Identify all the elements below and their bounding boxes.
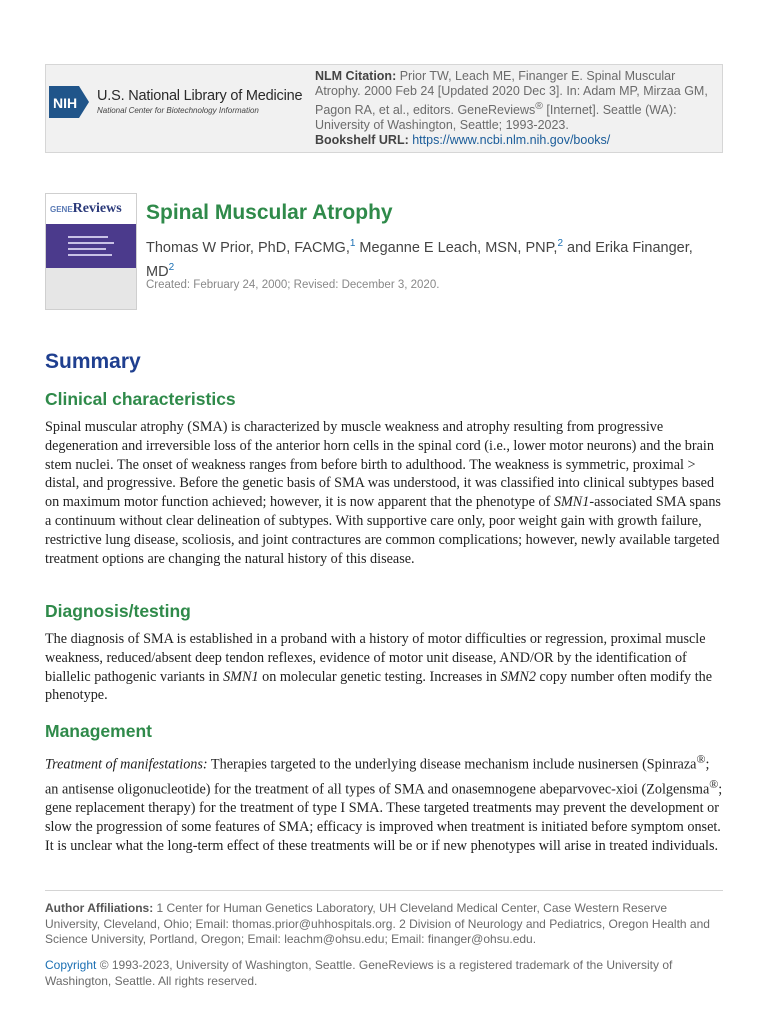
copyright-notice (45, 958, 723, 989)
summary-heading: Summary (45, 350, 141, 373)
gene-smn2: SMN2 (500, 668, 536, 685)
cover-band (46, 224, 136, 268)
citation-reg: ® (535, 101, 543, 112)
copyright-link[interactable]: Copyright (45, 958, 97, 972)
citation-body-2: [Internet]. Seattle (WA): University of Washington, Seattle; 1993-2023. (315, 103, 677, 133)
bookshelf-label: Bookshelf URL: (315, 133, 409, 148)
author-2: Meganne E Leach, MSN, PNP, (355, 239, 558, 256)
cover-gene-text: GENE (50, 204, 73, 214)
citation-box (45, 64, 723, 153)
citation-body-1: Prior TW, Leach ME, Finanger E. Spinal Muscular Atrophy. 2000 Feb 24 [Updated 2020 Dec 3]. In: Adam MP, Mirzaa GM, Pagon RA, et al., editors. GeneReviews (315, 69, 708, 118)
clinical-paragraph: Spinal muscular atrophy (SMA) is characterized by muscle weakness and atrophy resulting from progressive degeneration and irreversible loss of the anterior horn cells in the spinal cord (i.e., lower motor neurons) and the brain stem nuclei. The onset of weakness ranges from before birth to adulthood. The weakness is symmetric, proximal > distal, and progressive. Before the genetic basis of SMA was understood, it was classified into clinical subtypes based on maximum motor function achieved; however, it is now apparent that the phenotype of SMN1-associated SMA spans a continuum without clear delineation of subtypes. With supportive care only, poor weight gain with growth failure, restrictive lung disease, scoliosis, and joint contractures are common complications; however, newly available targeted treatment options are changing the natural history of this disease. (45, 419, 721, 567)
author-list (146, 234, 716, 282)
citation-label: NLM Citation: (315, 69, 397, 83)
gene-smn1: SMN1 (223, 668, 259, 685)
article-dates: Created: February 24, 2000; Revised: December 3, 2020. (146, 279, 440, 291)
affiliations-text: 1 Center for Human Genetics Laboratory, UH Cleveland Medical Center, Case Western Reserve University, Cleveland, Ohio; Email: thomas.prior@uhhospitals.org. 2 Division of Neurology and Pediatrics, Oregon Health and Science University, Portland, Oregon; Email: leachm@ohsu.edu; Email: finanger@ohsu.edu. (45, 901, 710, 946)
copyright-text: © 1993-2023, University of Washington, Seattle. GeneReviews is a registered trademark of the University of Washington, Seattle. All rights reserved. (45, 958, 673, 988)
nih-badge-text: NIH (53, 95, 78, 111)
author-1-affiliation-link[interactable]: 1 (349, 238, 356, 249)
cover-reviews-text: Reviews (72, 201, 122, 216)
article-title: Spinal Muscular Atrophy (146, 201, 393, 224)
footer-divider (45, 890, 723, 891)
management-paragraph: Treatment of manifestations: Therapies targeted to the underlying disease mechanism include nusinersen (Spinraza®; an antisense oligonucleotide) for the treatment of all types of SMA and onasemnogene abeparvovec-xioi (Zolgensma®; gene replacement therapy) for the treatment of type I SMA. These targeted treatments may prevent the development or slow the progression of some features of SMA; efficacy is improved when treatment is initiated before symptom onset. It is unclear what the long-term effect of these treatments will be or if new phenotypes will arise in treated individuals. (45, 752, 723, 854)
author-2-affiliation-link[interactable]: 2 (557, 238, 564, 249)
bookshelf-link[interactable]: https://www.ncbi.nlm.nih.gov/books/ (412, 133, 611, 148)
nlm-subtitle: National Center for Biotechnology Information (97, 105, 259, 115)
management-heading: Management (45, 721, 152, 741)
diagnosis-heading: Diagnosis/testing (45, 601, 191, 621)
nlm-logo[interactable] (49, 86, 302, 118)
nlm-name: U.S. National Library of Medicine (97, 88, 303, 105)
author-affiliations (45, 901, 723, 948)
management-label: Treatment of manifestations: (45, 756, 208, 773)
clinical-heading: Clinical characteristics (45, 389, 236, 409)
citation-text (315, 69, 720, 148)
author-1: Thomas W Prior, PhD, FACMG, (146, 239, 350, 256)
genereviews-cover-image (45, 193, 137, 310)
author-3-affiliation-link[interactable]: 2 (168, 261, 175, 273)
author-3: and Erika Finanger, MD (146, 239, 693, 280)
diagnosis-paragraph: The diagnosis of SMA is established in a proband with a history of motor difficulties or regression, proximal muscle weakness, reduced/absent deep tendon reflexes, evidence of motor unit disease, AND/OR by the identification of biallelic pathogenic variants in SMN1 on molecular genetic testing. Increases in SMN2 copy number often modify the phenotype. (45, 631, 713, 704)
nih-badge-icon (49, 86, 89, 118)
affiliations-label: Author Affiliations: (45, 901, 154, 915)
gene-smn1: SMN1 (553, 494, 590, 511)
